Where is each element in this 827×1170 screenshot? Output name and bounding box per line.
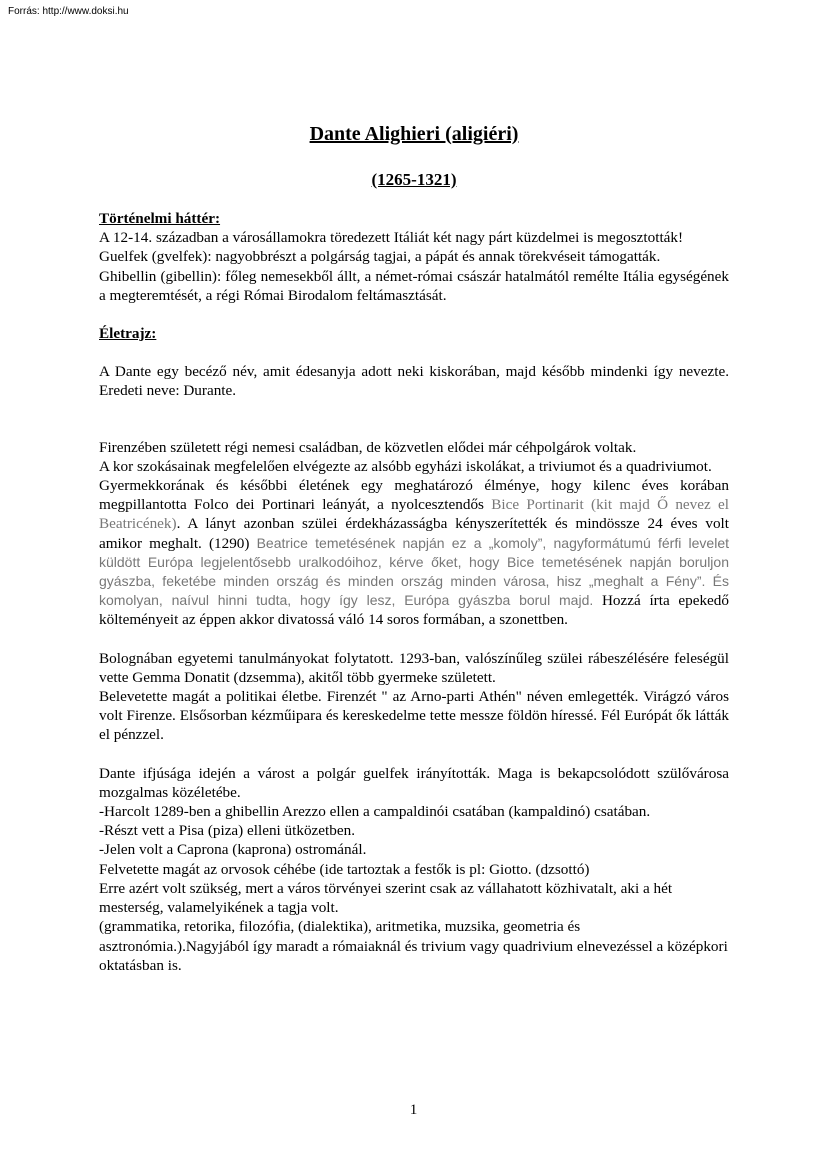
beatrice-text: . A lányt azonban szülei érdekházasságba kényszerítették és mindössze 24 éves volt amikor meghalt. (1290) [99,515,729,552]
biography-paragraph: Belevetette magát a politikai életbe. Firenzét " az Arno-parti Athén" néven emlegették. Virágzó város volt Firenze. Elsősorban kézműipara és kereskedelme tette messze földön híressé. Fél Európát ők látták el pénzzel. [99,688,729,744]
page-number: 1 [409,1101,418,1118]
biography-paragraph: Dante ifjúsága idején a várost a polgár guelfek irányították. Maga is bekapcsolódott szülővárosa mozgalmas közéletébe. [99,764,729,801]
biography-paragraph: Firenzében született régi nemesi családban, de közvetlen elődei már céhpolgárok voltak. [99,438,637,456]
beatrice-text: Gyermekkorának és későbbi életének egy meghatározó élménye, hogy kilenc éves korában megpillantotta Folco dei Portinari leányát, a nyolcesztendős [99,477,729,514]
list-item: Erre azért volt szükség, mert a város törvényei szerint csak az vállahatott közhivatalt, aki a hét mesterség, valamelyikének a tagja volt. [99,879,673,917]
life-dates: (1265-1321) [371,170,457,189]
document-body [99,120,729,975]
beatrice-paragraph [99,476,729,630]
list-item: -Jelen volt a Caprona (kaprona) ostrománál. [99,841,367,859]
biography-paragraph: A kor szokásainak megfelelően elvégezte az alsóbb egyházi iskolákat, a triviumot és a quadriviumot. [99,457,712,475]
beatrice-note: Bice Portinarit (kit majd Ő nevez el Beatricének) [99,496,729,533]
document-title: Dante Alighieri (aligiéri) [309,123,519,145]
history-paragraph: Ghibellin (gibellin): főleg nemesekből állt, a német-római császár hatalmától remélte Itália egységének a megteremtését, a régi Római Birodalom feltámasztását. [99,267,729,304]
biography-paragraph: Bolognában egyetemi tanulmányokat folytatott. 1293-ban, valószínűleg szülei rábeszélésére feleségül vette Gemma Donatit (dzsemma), akitől több gyermeke született. [99,649,729,686]
history-heading: Történelmi háttér: [99,210,221,227]
biography-heading: Életrajz: [99,325,157,343]
beatrice-quote: Beatrice temetésének napján ez a „komoly”, nagyformátumú férfi levelet küldött Európa legjelentősebb uralkodóihoz, kérve őket, hogy Bice temetésének napján boruljon gyászba, feketébe minden ország és minden ország minden városa, hisz „meghalt a Fény”. És komolyan, naívul hinni tudta, hogy így lesz, Európa gyászba borul majd. [99,534,729,609]
list-item: (grammatika, retorika, filozófia, (dialektika), aritmetika, muzsika, geometria és asztronómia.).Nagyjából így maradt a rómaiaknál és trivium vagy quadrivium elnevezéssel a középkori oktatásban is. [99,918,728,974]
beatrice-text: Hozzá írta epekedő költeményeit az éppen akkor divatossá váló 14 soros formában, a szonettben. [99,592,729,629]
source-label: Forrás: http://www.doksi.hu [8,6,129,17]
list-item: -Részt vett a Pisa (piza) elleni ütközetben. [99,822,355,840]
history-paragraph: A 12-14. században a városállamokra töredezett Itáliát két nagy párt küzdelmei is megosztották! [99,229,684,247]
list-item: Felvetette magát az orvosok céhébe (ide tartoztak a festők is pl: Giotto. (dzsottó) [99,860,590,878]
list-item: -Harcolt 1289-ben a ghibellin Arezzo ellen a campaldinói csatában (kampaldinó) csatában. [99,803,651,821]
history-paragraph: Guelfek (gvelfek): nagyobbrészt a polgárság tagjai, a pápát és annak törekvéseit támogatták. [99,248,661,266]
biography-paragraph: A Dante egy becéző név, amit édesanyja adott neki kiskorában, majd később mindenki így nevezte. Eredeti neve: Durante. [99,363,729,400]
